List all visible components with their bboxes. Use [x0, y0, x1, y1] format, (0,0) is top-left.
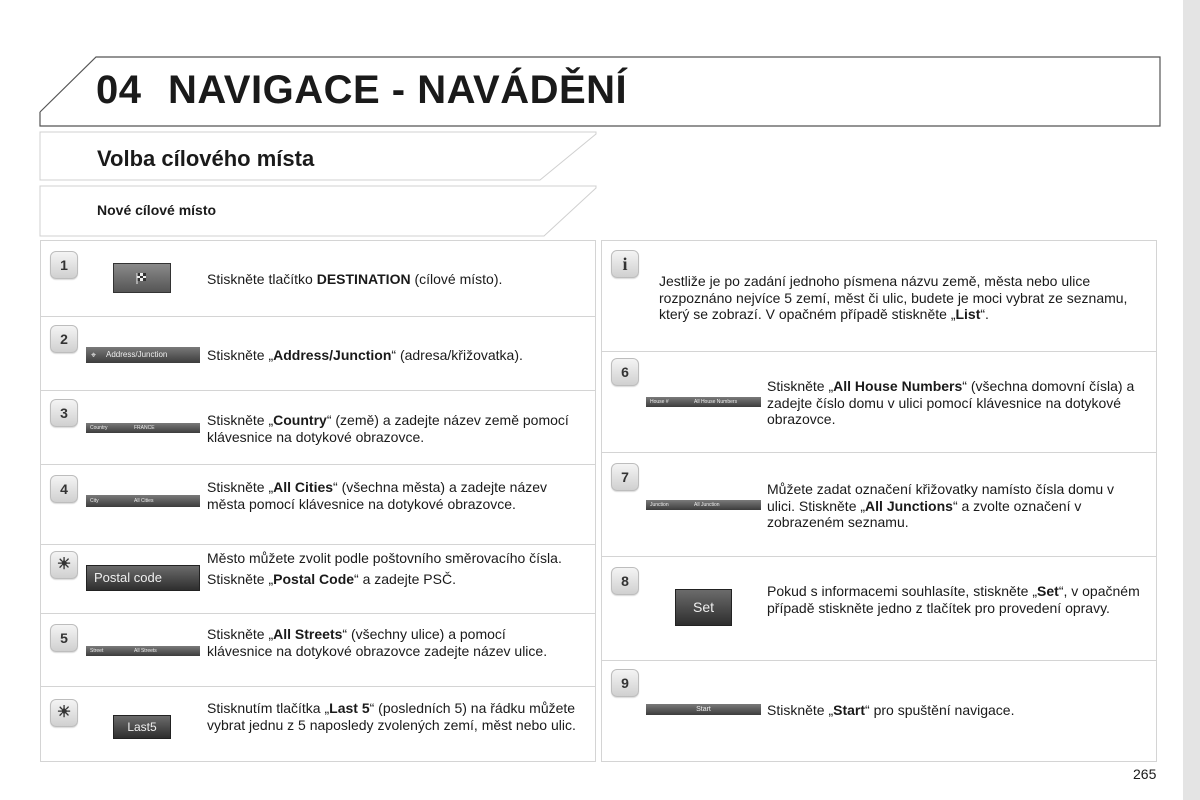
country-button[interactable]: Country FRANCE	[86, 423, 200, 433]
address-junction-button[interactable]: ⌖ Address/Junction	[86, 347, 200, 363]
info-row	[602, 241, 1156, 351]
step-row-3	[41, 390, 595, 465]
step-row-1	[41, 241, 595, 316]
step-row-2	[41, 316, 595, 391]
step-text-7: Můžete zadat označení křižovatky namísto čísla domu v ulici. Stiskněte „All Junctions“ a zvolte označení v zobrazeném seznamu.	[767, 481, 1115, 530]
step-text-6: Stiskněte „All House Numbers“ (všechna domovní čísla) a zadejte číslo domu v ulici pomocí klávesnice na dotykové obrazovce.	[767, 378, 1135, 427]
address-icon: ⌖	[91, 350, 97, 360]
postal-code-button[interactable]: Postal code	[86, 565, 200, 591]
right-steps-column	[601, 240, 1157, 762]
subsection-title: Nové cílové místo	[97, 202, 217, 218]
page-edge-strip	[1183, 0, 1200, 800]
info-icon: i	[611, 250, 639, 278]
step-text-2: Stiskněte „Address/Junction“ (adresa/křižovatka).	[207, 347, 523, 363]
step-row-7	[602, 452, 1156, 557]
info-text: Jestliže je po zadání jednoho písmena názvu země, města nebo ulice rozpoznáno nejvíce 5 zemí, měst či ulic, budete je moci vybrat ze seznamu, který se zobrazí. V opačném případě stiskněte „List“.	[659, 273, 1128, 322]
step-row-8	[602, 556, 1156, 661]
city-button[interactable]: City All Cities	[86, 495, 200, 507]
step-text-4: Stiskněte „All Cities“ (všechna města) a zadejte název města pomocí klávesnice na dotykové obrazovce.	[207, 479, 548, 512]
junction-button[interactable]: Junction All Junction	[646, 500, 761, 510]
step-row-5	[41, 613, 595, 687]
tip-row-postal-code	[41, 544, 595, 614]
step-row-4	[41, 464, 595, 545]
step-row-9	[602, 660, 1156, 762]
chapter-title: NAVIGACE - NAVÁDĚNÍ	[168, 68, 628, 112]
step-text-8: Pokud s informacemi souhlasíte, stiskněte „Set“, v opačném případě stiskněte jedno z tlačítek pro provedení opravy.	[767, 583, 1140, 616]
left-steps-column	[40, 240, 596, 762]
step-badge-1: 1	[50, 251, 78, 279]
tip-row-last5	[41, 686, 595, 762]
step-badge-5: 5	[50, 624, 78, 652]
last5-button[interactable]: Last5	[113, 715, 171, 739]
set-button[interactable]: Set	[675, 589, 732, 626]
step-text-5: Stiskněte „All Streets“ (všechny ulice) a pomocí klávesnice na dotykové obrazovce zadejte název ulice.	[207, 626, 548, 659]
step-text-1: Stiskněte tlačítko DESTINATION (cílové místo).	[207, 271, 503, 287]
step-text-last5: Stisknutím tlačítka „Last 5“ (posledních 5) na řádku můžete vybrat jednu z 5 naposledy zvolených zemí, měst nebo ulic.	[207, 700, 576, 733]
section-title: Volba cílového místa	[97, 146, 315, 171]
street-button[interactable]: Street All Streets	[86, 646, 200, 656]
step-badge-9: 9	[611, 669, 639, 697]
house-number-button[interactable]: House # All House Numbers	[646, 397, 761, 407]
step-text-3: Stiskněte „Country“ (země) a zadejte název země pomocí klávesnice na dotykové obrazovce.	[207, 412, 569, 445]
step-badge-4: 4	[50, 475, 78, 503]
step-text-postal: Město můžete zvolit podle poštovního směrovacího čísla. Stiskněte „Postal Code“ a zadejte PSČ.	[207, 550, 562, 587]
step-badge-7: 7	[611, 463, 639, 491]
start-button[interactable]: Start	[646, 704, 761, 715]
page-number: 265	[1133, 766, 1157, 782]
chapter-number: 04	[96, 68, 142, 112]
step-badge-2: 2	[50, 325, 78, 353]
step-badge-3: 3	[50, 399, 78, 427]
checkered-flag-icon	[114, 264, 170, 292]
tip-lamp-icon: ☀	[50, 699, 78, 727]
tip-lamp-icon: ☀	[50, 551, 78, 579]
section-frames	[0, 0, 600, 240]
step-badge-8: 8	[611, 567, 639, 595]
step-text-9: Stiskněte „Start“ pro spuštění navigace.	[767, 702, 1015, 718]
step-badge-6: 6	[611, 358, 639, 386]
step-row-6	[602, 351, 1156, 453]
destination-button[interactable]	[113, 263, 171, 293]
